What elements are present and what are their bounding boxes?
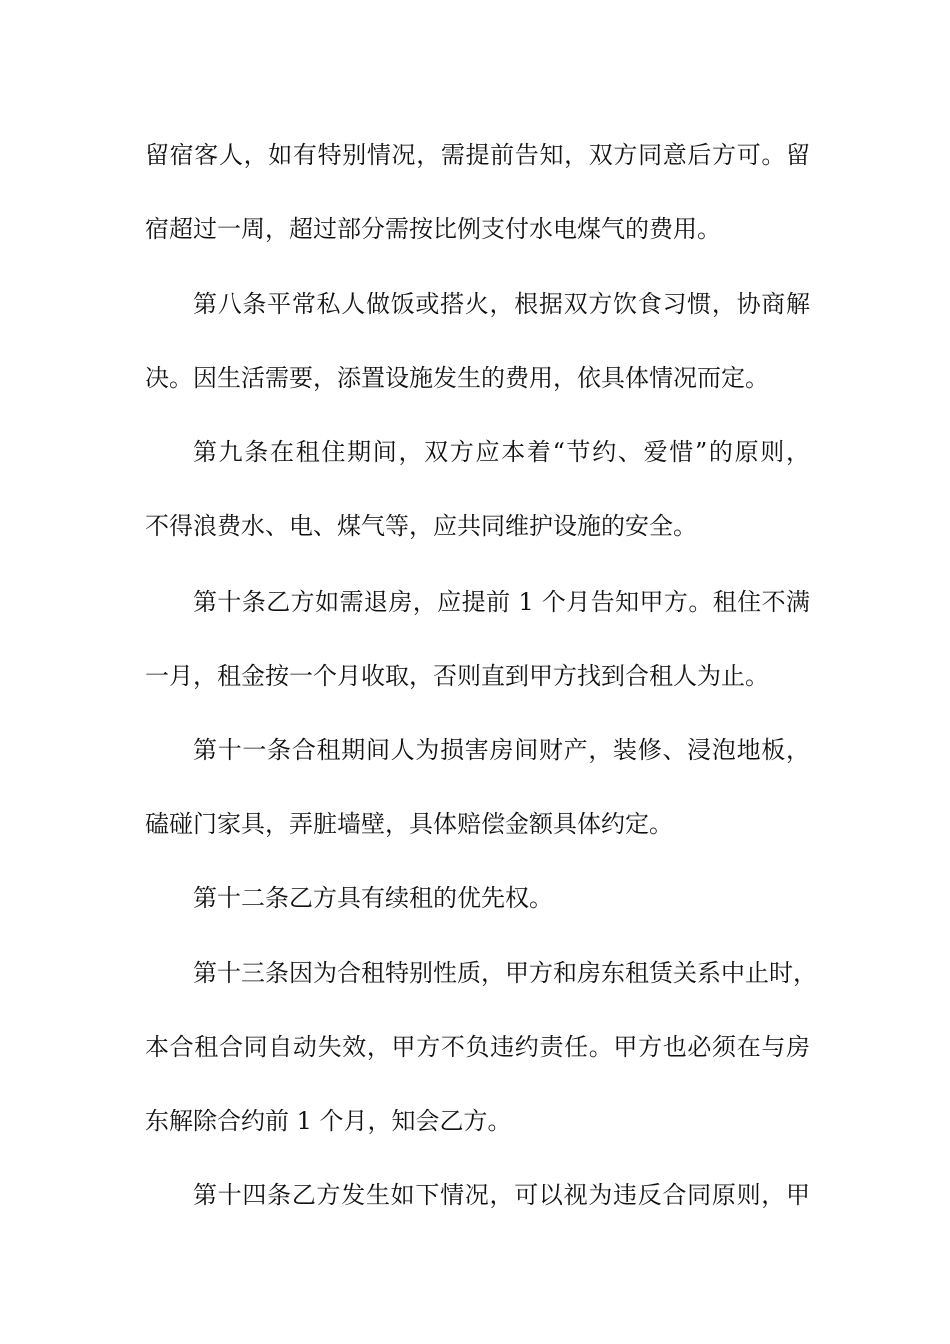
text-line: 本合租合同自动失效，甲方不负违约责任。甲方也必须在与房 [145, 1033, 810, 1061]
text-line: 东解除合约前 1 个月，知会乙方。 [145, 1107, 512, 1135]
text-line: 留宿客人，如有特别情况，需提前告知，双方同意后方可。留 [145, 141, 810, 169]
text-line: 不得浪费水、电、煤气等，应共同维护设施的安全。 [145, 512, 697, 540]
paragraph-start-line: 第九条在租住期间，双方应本着“节约、爱惜”的原则， [193, 438, 810, 466]
paragraph-start-line: 第十条乙方如需退房，应提前 1 个月告知甲方。租住不满 [193, 588, 810, 616]
paragraph-start-line: 第八条平常私人做饭或搭火，根据双方饮食习惯，协商解 [193, 290, 810, 318]
text-line: 宿超过一周，超过部分需按比例支付水电煤气的费用。 [145, 215, 721, 243]
paragraph-start-line: 第十二条乙方具有续租的优先权。 [193, 884, 553, 912]
text-line: 决。因生活需要，添置设施发生的费用，依具体情况而定。 [145, 364, 769, 392]
paragraph-start-line: 第十四条乙方发生如下情况，可以视为违反合同原则，甲 [193, 1181, 810, 1209]
text-line: 磕碰门家具，弄脏墙壁，具体赔偿金额具体约定。 [145, 810, 673, 838]
text-line: 一月，租金按一个月收取，否则直到甲方找到合租人为止。 [145, 662, 769, 690]
paragraph-start-line: 第十三条因为合租特别性质，甲方和房东租赁关系中止时， [193, 959, 817, 987]
paragraph-start-line: 第十一条合租期间人为损害房间财产，装修、浸泡地板， [193, 736, 810, 764]
